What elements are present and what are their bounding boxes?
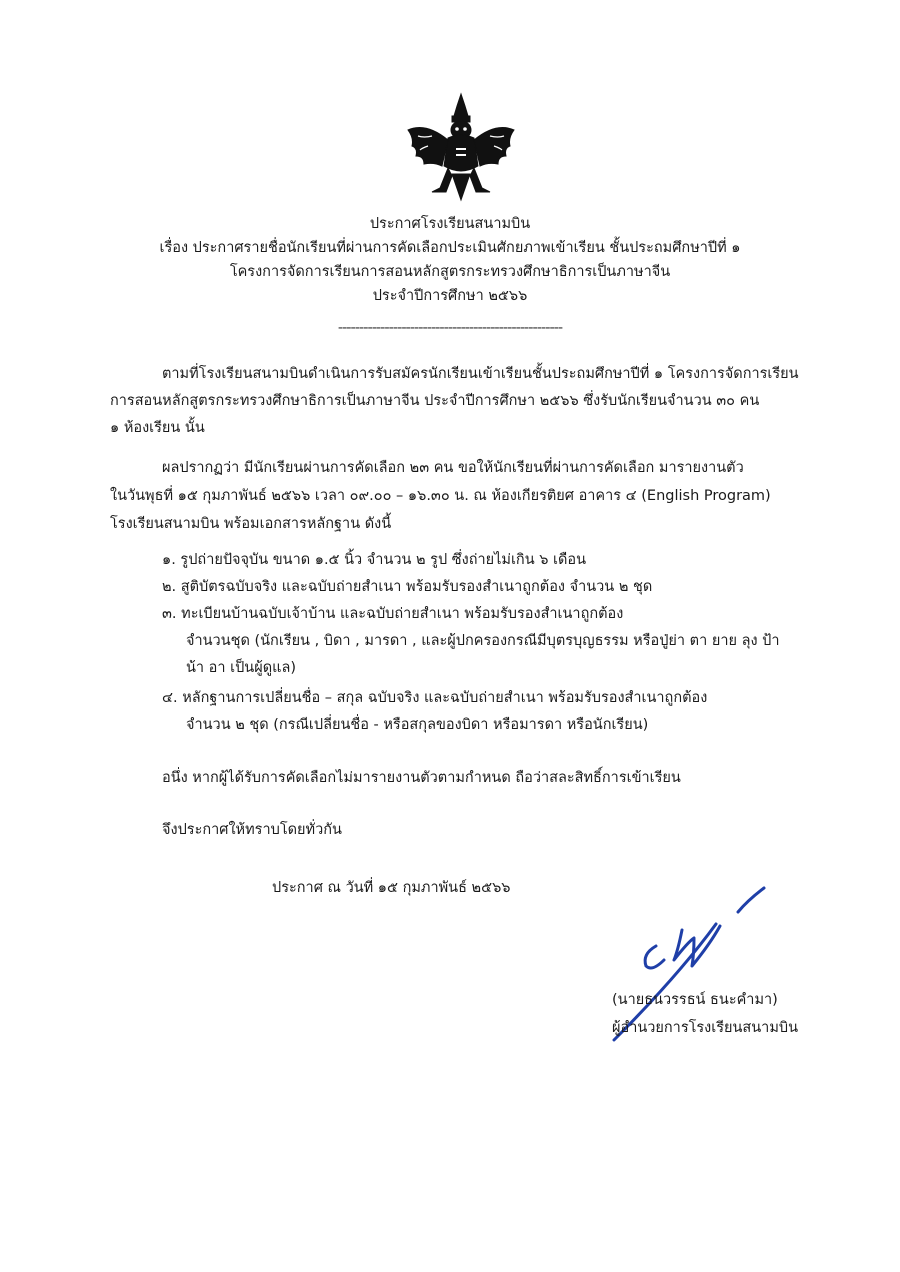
signer-name: (นายธนวรรธน์ ธนะคำมา)	[612, 992, 778, 1008]
paragraph-1-line-2: การสอนหลักสูตรกระทรวงศึกษาธิการเป็นภาษาจีน ประจำปีการศึกษา ๒๕๖๖ ซึ่งรับนักเรียนจำนวน ๓๐ คน	[110, 393, 760, 409]
list-item-3-continued: น้า อา เป็นผู้ดูแล)	[186, 660, 296, 676]
paragraph-2-line-2: ในวันพุธที่ ๑๕ กุมภาพันธ์ ๒๕๖๖ เวลา ๐๙.๐๐ – ๑๖.๓๐ น. ณ ห้องเกียรติยศ อาคาร ๔ (English Program)	[110, 488, 771, 504]
heading-divider: -----------------------------------------------------	[337, 320, 563, 336]
subject-line: เรื่อง ประกาศรายชื่อนักเรียนที่ผ่านการคัดเลือกประเมินศักยภาพเข้าเรียน ชั้นประถมศึกษาปีที่ ๑	[159, 240, 741, 256]
list-item-3-continued: จำนวนชุด (นักเรียน , บิดา , มารดา , และผู้ปกครองกรณีมีบุตรบุญธรรม หรือปู่ย่า ตา ยาย ลุง ป้า	[186, 633, 780, 649]
closing-line: จึงประกาศให้ทราบโดยทั่วกัน	[162, 822, 342, 838]
academic-year-line: ประจำปีการศึกษา ๒๕๖๖	[372, 288, 528, 304]
list-item-3: ๓. ทะเบียนบ้านฉบับเจ้าบ้าน และฉบับถ่ายสำเนา พร้อมรับรองสำเนาถูกต้อง	[162, 606, 624, 622]
paragraph-1-line-3: ๑ ห้องเรียน นั้น	[110, 420, 205, 436]
garuda-emblem-icon	[402, 92, 520, 204]
project-line: โครงการจัดการเรียนการสอนหลักสูตรกระทรวงศึกษาธิการเป็นภาษาจีน	[229, 264, 671, 280]
list-item-2: ๒. สูติบัตรฉบับจริง และฉบับถ่ายสำเนา พร้อมรับรองสำเนาถูกต้อง จำนวน ๒ ชุด	[162, 579, 653, 595]
paragraph-2-line-1: ผลปรากฏว่า มีนักเรียนผ่านการคัดเลือก ๒๓ คน ขอให้นักเรียนที่ผ่านการคัดเลือก มารายงานตัว	[162, 460, 744, 476]
announcement-date: ประกาศ ณ วันที่ ๑๕ กุมภาพันธ์ ๒๕๖๖	[272, 880, 511, 896]
note-paragraph: อนึ่ง หากผู้ได้รับการคัดเลือกไม่มารายงานตัวตามกำหนด ถือว่าสละสิทธิ์การเข้าเรียน	[162, 770, 681, 786]
signer-title: ผู้อำนวยการโรงเรียนสนามบิน	[612, 1020, 798, 1036]
list-item-4-continued: จำนวน ๒ ชุด (กรณีเปลี่ยนชื่อ - หรือสกุลของบิดา หรือมารดา หรือนักเรียน)	[186, 717, 649, 733]
list-item-1: ๑. รูปถ่ายปัจจุบัน ขนาด ๑.๕ นิ้ว จำนวน ๒ รูป ซึ่งถ่ายไม่เกิน ๖ เดือน	[162, 552, 587, 568]
list-item-4: ๔. หลักฐานการเปลี่ยนชื่อ – สกุล ฉบับจริง และฉบับถ่ายสำเนา พร้อมรับรองสำเนาถูกต้อง	[162, 690, 708, 706]
paragraph-1-line-1: ตามที่โรงเรียนสนามบินดำเนินการรับสมัครนักเรียนเข้าเรียนชั้นประถมศึกษาปีที่ ๑ โครงการจัดการเรียน	[162, 366, 799, 382]
announcement-title: ประกาศโรงเรียนสนามบิน	[369, 216, 531, 232]
paragraph-2-line-3: โรงเรียนสนามบิน พร้อมเอกสารหลักฐาน ดังนี้	[110, 516, 392, 532]
